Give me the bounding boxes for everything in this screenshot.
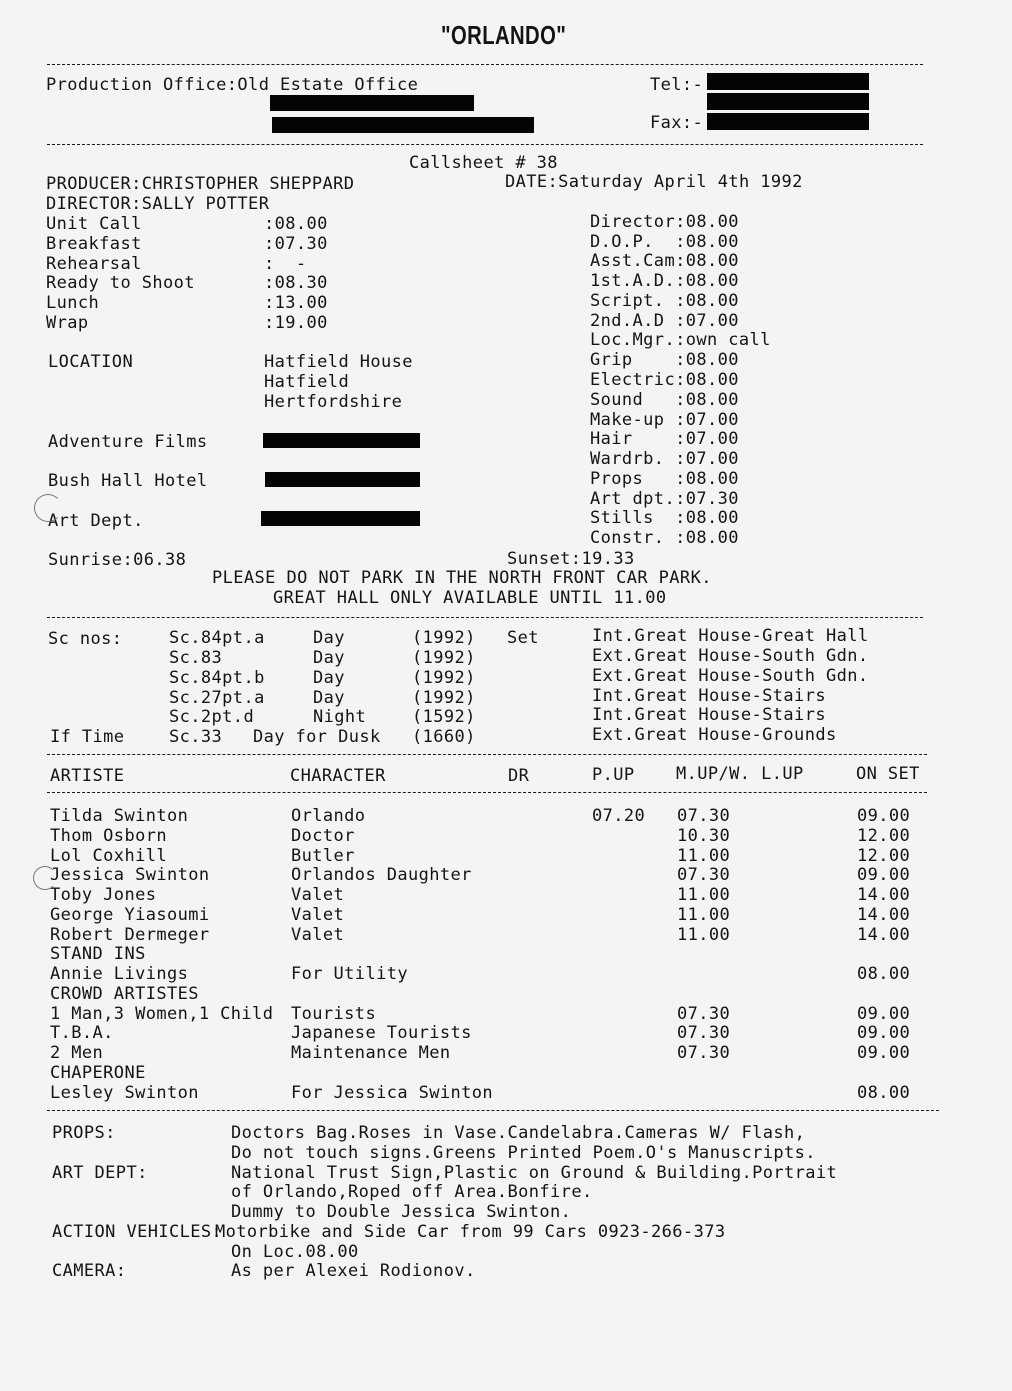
hall-notice: GREAT HALL ONLY AVAILABLE UNTIL 11.00: [273, 588, 667, 608]
cast-character: Maintenance Men: [291, 1043, 451, 1063]
note-text: National Trust Sign,Plastic on Ground & Building.Portrait: [231, 1163, 838, 1183]
cast-artiste: Toby Jones: [50, 885, 157, 905]
redaction-bar: [265, 472, 420, 487]
header-dr: DR: [508, 766, 530, 786]
divider: [47, 617, 923, 618]
schedule-time: :13.00: [264, 293, 328, 313]
schedule-label: Lunch: [46, 293, 100, 313]
schedule-time: :08.00: [264, 214, 328, 234]
cast-artiste: Thom Osborn: [50, 826, 167, 846]
cast-character: Valet: [291, 885, 345, 905]
cast-character: Orlando: [291, 806, 366, 826]
crew-call: 1st.A.D.:08.00: [590, 271, 739, 291]
scene-number: Sc.83: [169, 648, 223, 668]
crew-call: Constr. :08.00: [590, 528, 739, 548]
scene-time: Day: [313, 648, 345, 668]
shoot-date: DATE:Saturday April 4th 1992: [505, 172, 803, 192]
scene-set: Int.Great House-Great Hall: [592, 626, 869, 646]
cast-on-set-time: 08.00: [857, 964, 911, 984]
location-line: Hertfordshire: [264, 392, 403, 412]
production-office: Production Office:Old Estate Office: [46, 75, 419, 95]
cast-on-set-time: 12.00: [857, 846, 911, 866]
scene-set: Ext.Great House-South Gdn.: [592, 666, 869, 686]
punch-hole-mark: [34, 494, 62, 522]
scene-time: Day: [313, 668, 345, 688]
note-text: of Orlando,Roped off Area.Bonfire.: [231, 1182, 593, 1202]
cast-pickup-time: 07.20: [592, 806, 646, 826]
scene-set: Ext.Great House-Grounds: [592, 725, 837, 745]
cast-on-set-time: 14.00: [857, 905, 911, 925]
header-artiste: ARTISTE: [50, 766, 125, 786]
schedule-label: Breakfast: [46, 234, 142, 254]
redaction-bar: [707, 113, 869, 130]
cast-on-set-time: 09.00: [857, 865, 911, 885]
note-text: On Loc.08.00: [231, 1242, 359, 1262]
crew-call: Hair :07.00: [590, 429, 739, 449]
cast-on-set-time: 08.00: [857, 1083, 911, 1103]
cast-on-set-time: 09.00: [857, 1043, 911, 1063]
scene-time: Night: [313, 707, 367, 727]
crew-call: D.O.P. :08.00: [590, 232, 739, 252]
cast-makeup-time: 11.00: [677, 925, 731, 945]
cast-artiste: Jessica Swinton: [50, 865, 210, 885]
cast-on-set-time: 09.00: [857, 1004, 911, 1024]
schedule-time: :07.30: [264, 234, 328, 254]
cast-makeup-time: 11.00: [677, 905, 731, 925]
divider: [47, 754, 927, 755]
cast-character: Japanese Tourists: [291, 1023, 472, 1043]
tel-label: Tel:-: [650, 75, 704, 95]
note-text: Do not touch signs.Greens Printed Poem.O's Manuscripts.: [231, 1143, 816, 1163]
header-pickup: P.UP: [592, 765, 635, 785]
divider: [47, 64, 923, 65]
schedule-label: Ready to Shoot: [46, 273, 195, 293]
schedule-label: Wrap: [46, 313, 89, 333]
scene-time: Day for Dusk: [253, 727, 381, 747]
note-text: Doctors Bag.Roses in Vase.Candelabra.Cameras W/ Flash,: [231, 1123, 806, 1143]
note-label: ART DEPT:: [52, 1163, 148, 1183]
cast-artiste: T.B.A.: [50, 1023, 114, 1043]
scene-set: Ext.Great House-South Gdn.: [592, 646, 869, 666]
divider: [47, 144, 923, 145]
cast-character: Doctor: [291, 826, 355, 846]
cast-character: Butler: [291, 846, 355, 866]
scene-number: Sc.84pt.a: [169, 628, 265, 648]
contact-name: Art Dept.: [48, 511, 144, 531]
director: DIRECTOR:SALLY POTTER: [46, 194, 270, 214]
cast-character: Orlandos Daughter: [291, 865, 472, 885]
scene-set: Int.Great House-Stairs: [592, 686, 826, 706]
cast-on-set-time: 12.00: [857, 826, 911, 846]
divider: [47, 792, 927, 793]
cast-artiste: CROWD ARTISTES: [50, 984, 199, 1004]
cast-on-set-time: 09.00: [857, 806, 911, 826]
schedule-label: Unit Call: [46, 214, 142, 234]
cast-artiste: George Yiasoumi: [50, 905, 210, 925]
producer: PRODUCER:CHRISTOPHER SHEPPARD: [46, 174, 355, 194]
cast-makeup-time: 07.30: [677, 1043, 731, 1063]
fax-label: Fax:-: [650, 113, 704, 133]
crew-call: Art dpt.:07.30: [590, 489, 739, 509]
redaction-bar: [707, 73, 869, 90]
contact-name: Bush Hall Hotel: [48, 471, 208, 491]
location-label: LOCATION: [48, 352, 134, 372]
cast-makeup-time: 07.30: [677, 865, 731, 885]
cast-artiste: Tilda Swinton: [50, 806, 189, 826]
location-line: Hatfield House: [264, 352, 413, 372]
cast-makeup-time: 07.30: [677, 1023, 731, 1043]
scene-number: Sc.27pt.a: [169, 688, 265, 708]
crew-call: Grip :08.00: [590, 350, 739, 370]
schedule-time: :08.30: [264, 273, 328, 293]
cast-character: For Jessica Swinton: [291, 1083, 494, 1103]
cast-on-set-time: 14.00: [857, 885, 911, 905]
cast-artiste: 2 Men: [50, 1043, 104, 1063]
scene-numbers-label: Sc nos:: [48, 629, 123, 649]
cast-makeup-time: 11.00: [677, 885, 731, 905]
if-time-label: If Time: [50, 727, 125, 747]
schedule-time: : -: [264, 254, 307, 274]
crew-call: Asst.Cam:08.00: [590, 251, 739, 271]
cast-character: Valet: [291, 905, 345, 925]
cast-artiste: STAND INS: [50, 944, 146, 964]
scene-set: Int.Great House-Stairs: [592, 705, 826, 725]
scene-year: (1992): [412, 648, 476, 668]
note-label: ACTION VEHICLES:: [52, 1222, 223, 1242]
scene-year: (1992): [412, 628, 476, 648]
sunset: Sunset:19.33: [507, 549, 635, 569]
scene-time: Day: [313, 688, 345, 708]
crew-call: Script. :08.00: [590, 291, 739, 311]
redaction-bar: [272, 117, 534, 133]
note-text: As per Alexei Rodionov.: [231, 1261, 476, 1281]
schedule-label: Rehearsal: [46, 254, 142, 274]
redaction-bar: [261, 511, 420, 526]
cast-on-set-time: 14.00: [857, 925, 911, 945]
location-line: Hatfield: [264, 372, 350, 392]
header-makeup: M.UP/W. L.UP: [676, 764, 804, 784]
set-label: Set: [507, 628, 539, 648]
cast-character: For Utility: [291, 964, 408, 984]
cast-artiste: CHAPERONE: [50, 1063, 146, 1083]
callsheet-number: Callsheet # 38: [409, 153, 558, 173]
cast-on-set-time: 09.00: [857, 1023, 911, 1043]
parking-notice: PLEASE DO NOT PARK IN THE NORTH FRONT CAR PARK.: [212, 568, 712, 588]
scene-number: Sc.2pt.d: [169, 707, 255, 727]
crew-call: Stills :08.00: [590, 508, 739, 528]
cast-makeup-time: 10.30: [677, 826, 731, 846]
redaction-bar: [707, 93, 869, 110]
divider: [47, 1110, 939, 1111]
cast-character: Tourists: [291, 1004, 377, 1024]
cast-makeup-time: 11.00: [677, 846, 731, 866]
crew-call: Loc.Mgr.:own call: [590, 330, 771, 350]
scene-year: (1592): [412, 707, 476, 727]
crew-call: Director:08.00: [590, 212, 739, 232]
crew-call: Props :08.00: [590, 469, 739, 489]
crew-call: Make-up :07.00: [590, 410, 739, 430]
note-label: CAMERA:: [52, 1261, 127, 1281]
cast-makeup-time: 07.30: [677, 806, 731, 826]
scene-year: (1992): [412, 668, 476, 688]
cast-artiste: Robert Dermeger: [50, 925, 210, 945]
cast-makeup-time: 07.30: [677, 1004, 731, 1024]
note-text: Dummy to Double Jessica Swinton.: [231, 1202, 572, 1222]
sunrise: Sunrise:06.38: [48, 550, 187, 570]
crew-call: Wardrb. :07.00: [590, 449, 739, 469]
film-title: "ORLANDO": [441, 20, 567, 50]
scene-number: Sc.84pt.b: [169, 668, 265, 688]
contact-name: Adventure Films: [48, 432, 208, 452]
cast-artiste: Lesley Swinton: [50, 1083, 199, 1103]
note-text: Motorbike and Side Car from 99 Cars 0923-266-373: [215, 1222, 726, 1242]
redaction-bar: [263, 433, 420, 448]
crew-call: 2nd.A.D :07.00: [590, 311, 739, 331]
schedule-time: :19.00: [264, 313, 328, 333]
scene-year: (1992): [412, 688, 476, 708]
cast-character: Valet: [291, 925, 345, 945]
punch-hole-mark: [33, 866, 57, 890]
cast-artiste: Annie Livings: [50, 964, 189, 984]
note-label: PROPS:: [52, 1123, 116, 1143]
cast-artiste: Lol Coxhill: [50, 846, 167, 866]
crew-call: Sound :08.00: [590, 390, 739, 410]
scene-year: (1660): [412, 727, 476, 747]
header-on-set: ON SET: [856, 764, 920, 784]
cast-artiste: 1 Man,3 Women,1 Child: [50, 1004, 274, 1024]
crew-call: Electric:08.00: [590, 370, 739, 390]
scene-time: Day: [313, 628, 345, 648]
redaction-bar: [270, 95, 474, 111]
scene-number: Sc.33: [169, 727, 223, 747]
header-character: CHARACTER: [290, 766, 386, 786]
